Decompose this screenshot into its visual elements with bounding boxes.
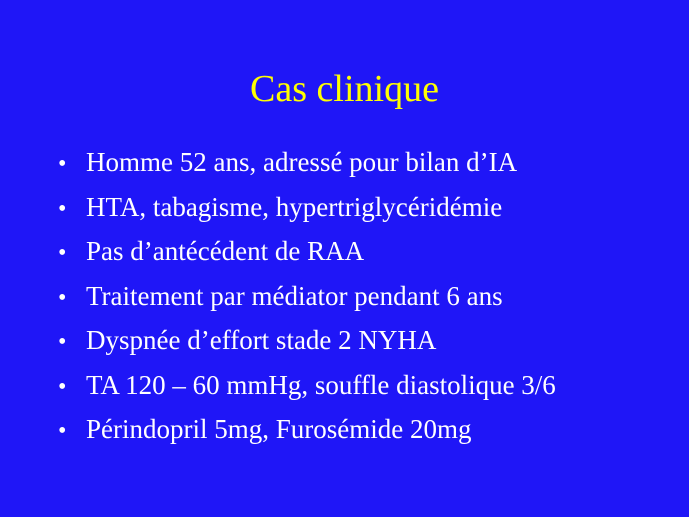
bullet-icon: •	[58, 151, 67, 177]
slide-title: Cas clinique	[250, 68, 439, 110]
bullet-icon: •	[58, 418, 67, 444]
bullet-text: Périndopril 5mg, Furosémide 20mg	[86, 414, 472, 444]
list-item	[58, 318, 556, 363]
bullet-text: Dyspnée d’effort stade 2 NYHA	[86, 325, 437, 355]
bullet-text: Pas d’antécédent de RAA	[86, 236, 365, 266]
bullet-text: Traitement par médiator pendant 6 ans	[86, 280, 503, 311]
bullet-icon: •	[58, 195, 67, 222]
list-item	[58, 407, 556, 452]
bullet-text: TA 120 – 60 mmHg, souffle diastolique 3/6	[86, 369, 556, 400]
bullet-icon: •	[58, 240, 67, 266]
list-item	[58, 229, 556, 274]
bullet-icon: •	[58, 284, 67, 311]
bullet-text: HTA, tabagisme, hypertriglycéridémie	[86, 191, 503, 222]
bullet-icon: •	[58, 373, 67, 400]
bullet-icon: •	[58, 329, 67, 355]
list-item	[58, 140, 556, 185]
list-item	[58, 185, 556, 230]
list-item	[58, 274, 556, 319]
bullet-text: Homme 52 ans, adressé pour bilan d’IA	[86, 147, 518, 177]
bullet-list	[58, 140, 556, 452]
list-item	[58, 363, 556, 408]
